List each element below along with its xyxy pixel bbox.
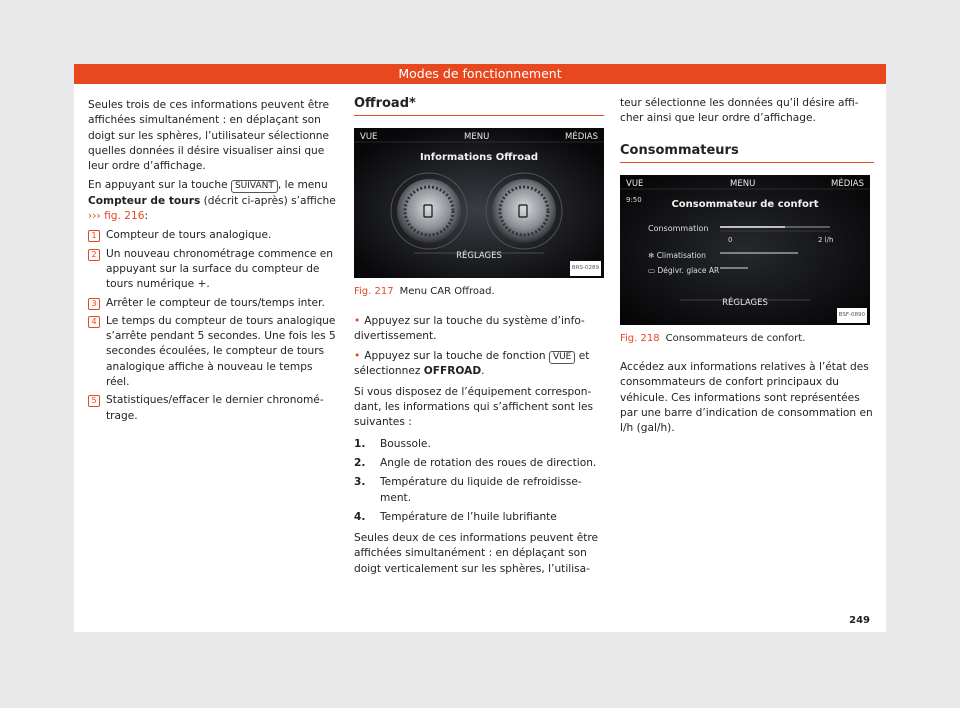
offroad-heading: Offroad* — [354, 96, 604, 116]
media-tab[interactable]: MÉDIAS — [831, 178, 864, 189]
list-number: 4. — [354, 510, 366, 523]
list-number: 3. — [354, 476, 366, 489]
next-key-paragraph — [88, 178, 338, 224]
list-number: 1. — [354, 437, 366, 450]
step-item — [88, 228, 338, 243]
column-2 — [354, 96, 604, 581]
list-text: Boussole. — [380, 437, 431, 450]
text-fragment: En appuyant sur la touche — [88, 179, 231, 192]
settings-button[interactable]: RÉGLAGES — [456, 251, 502, 261]
closing-paragraph: Seules deux de ces informations peuvent être affichées simultanément : en déplaçant son doigt verticalement sur les sphères, l’utilisa- — [354, 532, 599, 575]
step-item — [88, 247, 338, 293]
section-header: Modes de fonctionnement — [74, 64, 886, 84]
text-fragment: et sélectionnez — [354, 350, 590, 378]
snowflake-icon: ❄ — [648, 250, 655, 260]
climate-label: Climatisation — [656, 250, 706, 260]
intro-paragraph: Seules trois de ces informations peuvent être affichées simultanément : en déplaçant son doigt sur les sphères, l’utilisateur sélectionne quelles données il désire visualiser ainsi que leur ordre d’affichage. — [88, 99, 330, 173]
step-item — [88, 314, 338, 390]
tire-gauge-left — [391, 173, 467, 249]
screen-top-bar — [354, 128, 604, 142]
consumers-screenshot — [620, 175, 870, 325]
step-text: Arrêter le compteur de tours/temps inter. — [106, 296, 325, 309]
step-text: Compteur de tours analogique. — [106, 229, 272, 242]
screen-top-bar — [620, 175, 870, 189]
consumption-label: Consommation — [648, 223, 709, 233]
offroad-term: OFFROAD — [423, 365, 482, 378]
step-text: Un nouveau chronométrage commence en appuyant sur la surface du compteur de tours numérique +. — [106, 247, 334, 291]
lap-counter-term: Compteur de tours — [88, 194, 201, 207]
menu-tab[interactable]: MENU — [464, 132, 490, 143]
rear-defrost-icon: ▭ — [648, 265, 656, 275]
step-text: Le temps du compteur de tours analogique s’arrête pendant 5 secondes. Une fois les 5 secondes écoulées, le compteur de tours analogique affiche à nouveau le temps réel. — [106, 314, 336, 389]
list-item — [354, 456, 604, 471]
step-item — [88, 296, 338, 311]
numbered-list — [354, 437, 604, 525]
screen-title: Informations Offroad — [419, 152, 539, 164]
list-item — [354, 437, 604, 452]
column-3 — [620, 96, 874, 441]
tire-gauge-right — [486, 173, 562, 249]
list-item — [354, 510, 604, 525]
consumers-paragraph: Accédez aux informations relatives à l’état des consommateurs de confort principaux du véhicule. Ces informations sont représentées par une barre d’indication de consommation en l/h (gal/h). — [620, 361, 873, 435]
media-tab[interactable]: MÉDIAS — [565, 132, 598, 143]
consumers-heading: Consommateurs — [620, 143, 874, 163]
figure-caption — [354, 284, 604, 299]
step-number: 2 — [88, 249, 100, 261]
next-key: SUIVANT — [231, 180, 278, 193]
step-number: 5 — [88, 395, 100, 407]
list-text: Température du liquide de refroidissement. — [380, 476, 582, 504]
figure-caption — [620, 331, 874, 346]
scale-max: 2 l/h — [818, 235, 834, 244]
figure-link[interactable]: ››› fig. 216 — [88, 210, 145, 223]
image-reference: BSF-0890 — [837, 308, 867, 323]
view-tab[interactable]: VUE — [626, 178, 644, 189]
climate-item — [648, 248, 706, 263]
list-text: Température de l’huile lubrifiante — [380, 510, 557, 523]
offroad-screenshot — [354, 128, 604, 278]
scale-min: 0 — [728, 235, 733, 244]
screen-title: Consommateur de confort — [671, 198, 819, 210]
bullet-item — [354, 349, 604, 380]
list-number: 2. — [354, 456, 366, 469]
clock: 9:50 — [626, 195, 642, 204]
settings-button[interactable]: RÉGLAGES — [722, 297, 768, 308]
list-item — [354, 475, 604, 506]
list-text: Angle de rotation des roues de direction. — [380, 456, 597, 469]
figure-label: Fig. 217 — [354, 286, 394, 298]
page-number: 249 — [849, 615, 870, 626]
step-list — [88, 228, 338, 424]
step-item — [88, 393, 338, 424]
continued-paragraph: teur sélectionne les données qu’il désire afficher ainsi que leur ordre d’affichage. — [620, 97, 859, 125]
view-tab[interactable]: VUE — [360, 132, 378, 143]
text-fragment: , le menu — [277, 179, 328, 192]
view-key: VUE — [549, 351, 575, 364]
caption-text: Consommateurs de confort. — [665, 332, 806, 344]
step-number: 4 — [88, 316, 100, 328]
menu-tab[interactable]: MENU — [730, 178, 756, 189]
text-fragment: Appuyez sur la touche de fonction — [364, 350, 549, 363]
caption-text: Menu CAR Offroad. — [399, 286, 495, 298]
figure-label: Fig. 218 — [620, 332, 660, 344]
text-fragment: . — [481, 365, 485, 378]
step-text: Statistiques/effacer le dernier chronométrage. — [106, 394, 324, 422]
step-number: 3 — [88, 298, 100, 310]
text-fragment: (décrit ci-après) s’affiche — [200, 194, 336, 207]
image-reference: BRS-0289 — [570, 261, 601, 276]
text-fragment: : — [144, 210, 149, 223]
column-1 — [88, 98, 338, 427]
bullet-item: • Appuyez sur la touche du système d’infodivertissement. — [354, 314, 604, 345]
step-number: 1 — [88, 230, 100, 242]
equipment-paragraph: Si vous disposez de l’équipement correspondant, les informations qui s’affichent sont les suivantes : — [354, 385, 594, 429]
manual-page — [74, 64, 886, 632]
rear-defrost-label: Dégivr. glace AR — [657, 265, 720, 275]
rear-defrost-item — [648, 263, 719, 278]
